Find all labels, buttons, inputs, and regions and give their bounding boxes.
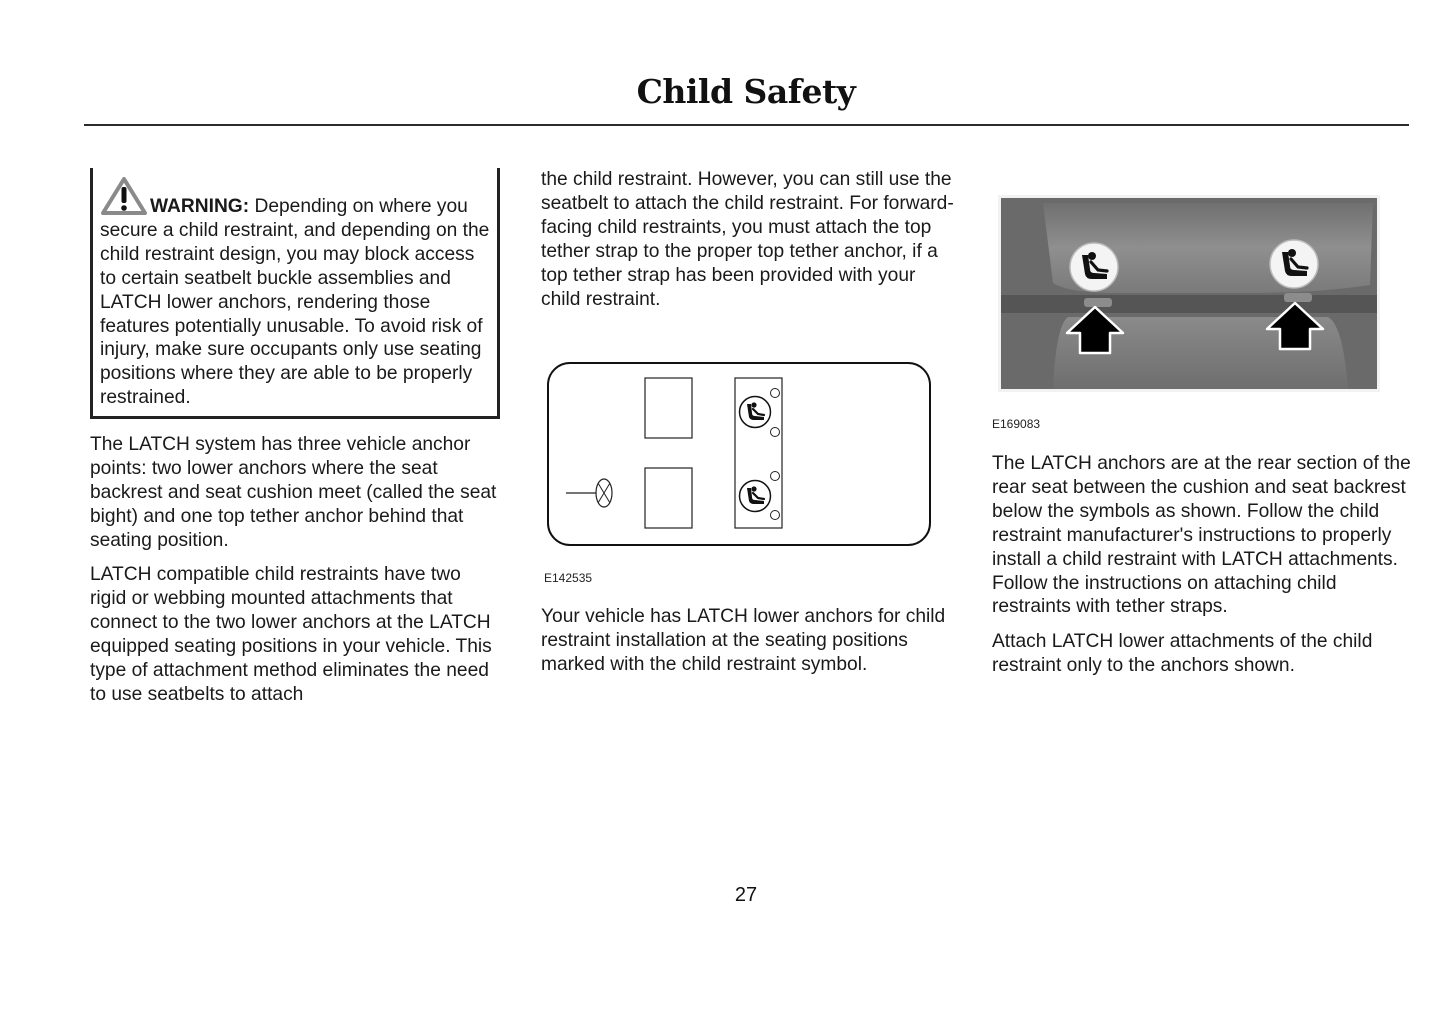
front-seat-right xyxy=(645,378,692,438)
child-restraint-symbol-icon xyxy=(740,397,771,428)
column-2 xyxy=(541,168,956,322)
front-seat-left xyxy=(645,468,692,528)
warning-text: Depending on where you secure a child restraint, and depending on the child restraint design, you may block access to certain seatbelt buckle assemblies and LATCH lower anchors, rendering those features potentially unusable. To avoid risk of injury, make sure occupants only use seating positions where they are able to be properly restrained. xyxy=(100,196,490,409)
paragraph: Your vehicle has LATCH lower anchors for child restraint installation at the seating positions marked with the child restraint symbol. xyxy=(541,606,946,675)
figure-code: E142535 xyxy=(544,571,593,585)
warning-box xyxy=(90,168,500,419)
rear-seat-photo-figure xyxy=(998,195,1380,392)
anchor-cover xyxy=(1284,293,1312,302)
paragraph: Attach LATCH lower attachments of the child restraint only to the anchors shown. xyxy=(992,630,1373,676)
warning-triangle-icon xyxy=(100,176,148,216)
page-title: Child Safety xyxy=(636,72,856,111)
child-restraint-symbol-icon xyxy=(740,481,771,512)
paragraph: the child restraint. However, you can still use the seatbelt to attach the child restraint. For forward-facing child restraints, you must attach the top tether strap to the proper top tether anchor, if a top tether strap has been provided with your child restraint. xyxy=(541,169,954,310)
column-1 xyxy=(90,168,502,717)
column-3 xyxy=(992,452,1412,688)
figure-code: E169083 xyxy=(992,417,1041,431)
child-restraint-symbol-icon xyxy=(1270,240,1318,288)
seat-bight xyxy=(1001,295,1377,313)
child-restraint-symbol-icon xyxy=(1070,243,1118,291)
warning-label: WARNING: xyxy=(150,196,250,217)
column-2-bottom xyxy=(541,605,956,687)
title-divider xyxy=(84,124,1409,126)
paragraph: LATCH compatible child restraints have two rigid or webbing mounted attachments that connect to the two lower anchors at the LATCH equipped seating positions in your vehicle. This type of attachment method eliminates the need to use seatbelts to attach xyxy=(90,564,492,705)
paragraph: The LATCH system has three vehicle anchor points: two lower anchors where the seat backrest and seat cushion meet (called the seat bight) and one top tether anchor behind that seating position. xyxy=(90,434,497,551)
paragraph: The LATCH anchors are at the rear section of the rear seat between the cushion and seat backrest below the symbols as shown. Follow the child restraint manufacturer's instructions to properly install a child restraint with LATCH attachments. Follow the instructions on attaching child restraints with tether straps. xyxy=(992,453,1411,618)
anchor-cover xyxy=(1084,298,1112,307)
seating-diagram-figure xyxy=(546,361,932,547)
page-number: 27 xyxy=(734,884,758,906)
